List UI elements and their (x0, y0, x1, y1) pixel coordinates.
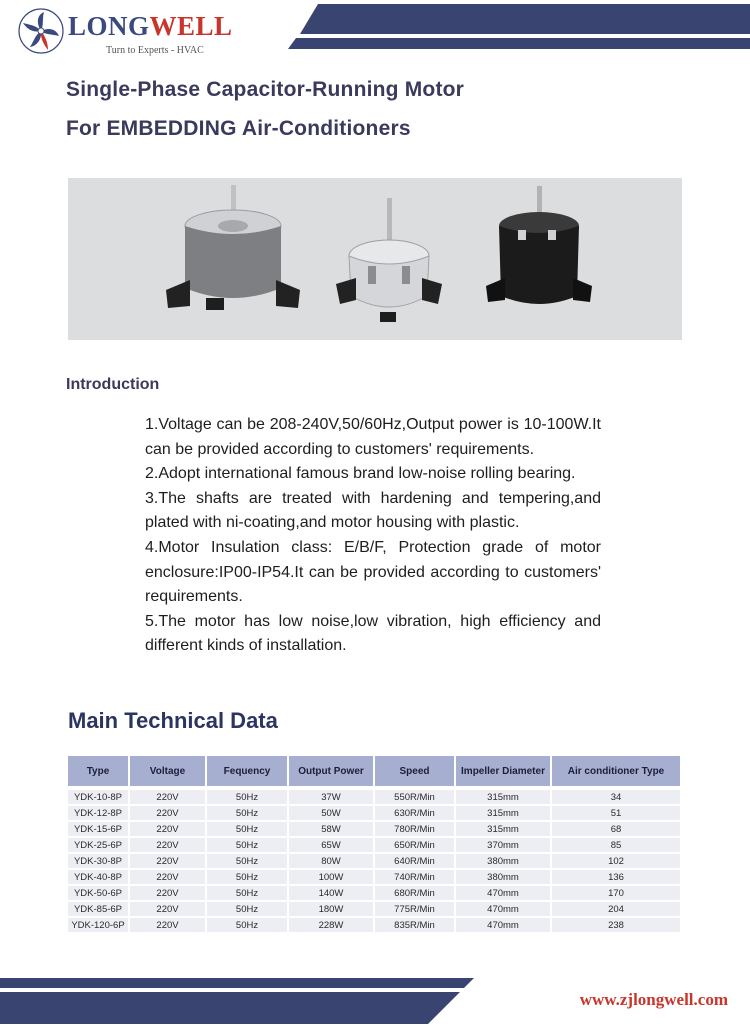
table-cell: 220V (130, 838, 207, 854)
table-cell: 380mm (456, 854, 552, 870)
table-cell: 550R/Min (375, 786, 456, 806)
fan-logo-icon (18, 8, 64, 54)
table-cell: 470mm (456, 902, 552, 918)
table-cell: 220V (130, 786, 207, 806)
table-cell: 780R/Min (375, 822, 456, 838)
table-cell: 370mm (456, 838, 552, 854)
intro-point: 3.The shafts are treated with hardening and tempering,and plated with ni-coating,and motor housing with plastic. (145, 489, 601, 532)
table-row (68, 838, 680, 854)
table-cell: 50W (289, 806, 375, 822)
table-cell: YDK-12-8P (68, 806, 130, 822)
table-cell: YDK-85-6P (68, 902, 130, 918)
table-cell: 68 (552, 822, 680, 838)
table-cell: 315mm (456, 786, 552, 806)
technical-data-heading: Main Technical Data (68, 708, 278, 733)
table-cell: YDK-50-6P (68, 886, 130, 902)
table-body (68, 786, 680, 934)
intro-point: 1.Voltage can be 208-240V,50/60Hz,Output power is 10-100W.It can be provided according to customers' requirements. (145, 416, 601, 458)
table-cell: 34 (552, 786, 680, 806)
table-cell: 50Hz (207, 822, 289, 838)
table-cell: 50Hz (207, 918, 289, 934)
column-header: Voltage (130, 756, 207, 786)
table-cell: 380mm (456, 870, 552, 886)
table-cell: 140W (289, 886, 375, 902)
table-cell: YDK-10-8P (68, 786, 130, 806)
table-cell: 640R/Min (375, 854, 456, 870)
table-cell: 80W (289, 854, 375, 870)
brand-logo (18, 8, 238, 56)
table-cell: 680R/Min (375, 886, 456, 902)
brand-name: LONGWELL (68, 11, 233, 41)
table-cell: 51 (552, 806, 680, 822)
page-title-line2: For EMBEDDING Air-Conditioners (66, 117, 411, 140)
brand-tagline: Turn to Experts - HVAC (106, 45, 204, 56)
table-cell: 100W (289, 870, 375, 886)
table-row (68, 822, 680, 838)
table-cell: YDK-40-8P (68, 870, 130, 886)
table-cell: 50Hz (207, 838, 289, 854)
table-cell: 204 (552, 902, 680, 918)
column-header: Speed (375, 756, 456, 786)
column-header: Air conditioner Type (552, 756, 680, 786)
table-row (68, 918, 680, 934)
table-cell: 220V (130, 918, 207, 934)
table-cell: YDK-30-8P (68, 854, 130, 870)
table-cell: 65W (289, 838, 375, 854)
table-cell: 470mm (456, 886, 552, 902)
table-cell: 180W (289, 902, 375, 918)
table-cell: 315mm (456, 806, 552, 822)
table-cell: 170 (552, 886, 680, 902)
introduction-heading: Introduction (66, 376, 160, 393)
table-cell: 228W (289, 918, 375, 934)
table-cell: 470mm (456, 918, 552, 934)
table-cell: 85 (552, 838, 680, 854)
table-cell: 220V (130, 822, 207, 838)
table-cell: 220V (130, 806, 207, 822)
table-cell: 50Hz (207, 870, 289, 886)
table-cell: 220V (130, 870, 207, 886)
intro-point: 5.The motor has low noise,low vibration, high efficiency and different kinds of installation. (145, 612, 601, 655)
table-cell: 650R/Min (375, 838, 456, 854)
page-title-line1: Single-Phase Capacitor-Running Motor (66, 78, 465, 101)
table-cell: 50Hz (207, 806, 289, 822)
table-cell: 50Hz (207, 886, 289, 902)
column-header: Impeller Diameter (456, 756, 552, 786)
technical-data-table (68, 756, 680, 934)
table-cell: YDK-25-6P (68, 838, 130, 854)
table-row (68, 806, 680, 822)
table-cell: 740R/Min (375, 870, 456, 886)
table-cell: 775R/Min (375, 902, 456, 918)
table-cell: 220V (130, 886, 207, 902)
column-header: Fequency (207, 756, 289, 786)
column-header: Type (68, 756, 130, 786)
website-link[interactable]: www.zjlongwell.com (579, 990, 728, 1009)
table-cell: 315mm (456, 822, 552, 838)
table-cell: 136 (552, 870, 680, 886)
table-cell: YDK-15-6P (68, 822, 130, 838)
table-row (68, 886, 680, 902)
table-cell: 630R/Min (375, 806, 456, 822)
table-row (68, 870, 680, 886)
table-cell: 220V (130, 854, 207, 870)
table-cell: 58W (289, 822, 375, 838)
table-header-row (68, 756, 680, 786)
table-cell: 50Hz (207, 854, 289, 870)
table-cell: 220V (130, 902, 207, 918)
table-cell: 238 (552, 918, 680, 934)
column-header: Output Power (289, 756, 375, 786)
table-cell: 50Hz (207, 786, 289, 806)
product-photo (68, 178, 682, 340)
introduction-list (145, 413, 601, 659)
table-cell: 835R/Min (375, 918, 456, 934)
table-cell: 37W (289, 786, 375, 806)
table-row (68, 854, 680, 870)
table-row (68, 786, 680, 806)
intro-point: 4.Motor Insulation class: E/B/F, Protection grade of motor enclosure:IP00-IP54.It can be provided according to customers' requirements. (145, 538, 601, 606)
table-cell: 102 (552, 854, 680, 870)
table-cell: 50Hz (207, 902, 289, 918)
table-row (68, 902, 680, 918)
intro-point: 2.Adopt international famous brand low-noise rolling bearing. (145, 465, 576, 483)
table-cell: YDK-120-6P (68, 918, 130, 934)
